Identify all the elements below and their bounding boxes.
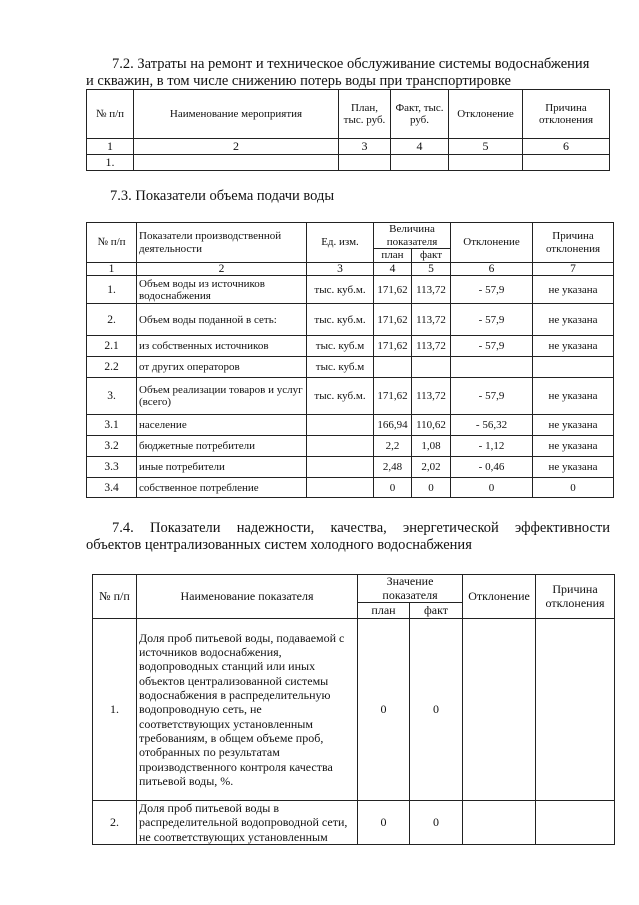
index-cell: 6 <box>523 139 610 155</box>
row-plan-cell: 171,62 <box>374 378 412 415</box>
table-header-row <box>87 223 614 249</box>
index-cell: 2 <box>134 139 339 155</box>
row-fact-cell: 1,08 <box>412 436 451 457</box>
row-unit-cell <box>307 478 374 498</box>
col-header-num: № п/п <box>87 223 137 263</box>
table-row <box>87 457 614 478</box>
row-fact-cell: 113,72 <box>412 276 451 304</box>
row-fact-cell: 110,62 <box>412 415 451 436</box>
row-num-cell: 1. <box>87 276 137 304</box>
index-cell: 7 <box>533 263 614 276</box>
index-cell: 5 <box>412 263 451 276</box>
row-name-cell: Объем воды поданной в сеть: <box>137 304 307 336</box>
row-num-cell: 3.4 <box>87 478 137 498</box>
row-reason-cell: не указана <box>533 436 614 457</box>
row-fact-cell: 2,02 <box>412 457 451 478</box>
row-reason-cell <box>536 619 615 801</box>
section-7-2-title <box>86 56 606 90</box>
section-7-2-title-line1: 7.2. Затраты на ремонт и техническое обслуживание системы водоснабжения <box>112 56 590 72</box>
row-name-cell: иные потребители <box>137 457 307 478</box>
col-header-deviation: Отклонение <box>463 575 536 619</box>
row-unit-cell: тыс. куб.м <box>307 336 374 357</box>
index-cell: 3 <box>339 139 391 155</box>
row-fact-cell: 0 <box>410 801 463 845</box>
water-supply-volume-table <box>86 222 614 498</box>
section-7-4-title-line1: 7.4. Показатели надежности, качества, энергетической эффективности <box>112 520 610 536</box>
table-row <box>87 436 614 457</box>
index-cell: 4 <box>374 263 412 276</box>
row-deviation-cell <box>451 357 533 378</box>
index-cell: 2 <box>137 263 307 276</box>
col-header-unit: Ед. изм. <box>307 223 374 263</box>
row-unit-cell: тыс. куб.м. <box>307 304 374 336</box>
row-fact-cell: 113,72 <box>412 378 451 415</box>
index-cell: 1 <box>87 263 137 276</box>
table-row <box>87 155 610 171</box>
table-row <box>93 619 615 801</box>
col-header-plan: план <box>358 603 410 619</box>
col-header-fact: факт <box>412 249 451 263</box>
row-reason-cell: 0 <box>533 478 614 498</box>
row-num-cell: 2.2 <box>87 357 137 378</box>
row-reason-cell: не указана <box>533 415 614 436</box>
index-cell: 1 <box>87 139 134 155</box>
row-unit-cell <box>307 436 374 457</box>
row-plan-cell <box>374 357 412 378</box>
section-7-3-title: 7.3. Показатели объема подачи воды <box>110 188 335 204</box>
row-plan-cell <box>339 155 391 171</box>
col-header-fact: Факт, тыс. руб. <box>391 90 449 139</box>
col-header-fact: факт <box>410 603 463 619</box>
row-plan-cell: 0 <box>358 619 410 801</box>
row-fact-cell: 113,72 <box>412 336 451 357</box>
row-reason-cell: не указана <box>533 378 614 415</box>
table-row <box>87 336 614 357</box>
row-reason-cell <box>533 357 614 378</box>
table-row <box>87 304 614 336</box>
row-fact-cell: 0 <box>410 619 463 801</box>
row-plan-cell: 0 <box>358 801 410 845</box>
row-deviation-cell <box>463 801 536 845</box>
column-index-row <box>87 139 610 155</box>
row-plan-cell: 0 <box>374 478 412 498</box>
col-header-deviation: Отклонение <box>449 90 523 139</box>
row-name-cell: Объем воды из источников водоснабжения <box>137 276 307 304</box>
row-fact-cell: 0 <box>412 478 451 498</box>
table-row <box>87 415 614 436</box>
row-unit-cell: тыс. куб.м. <box>307 276 374 304</box>
row-fact-cell <box>412 357 451 378</box>
row-deviation-cell: - 57,9 <box>451 378 533 415</box>
index-cell: 4 <box>391 139 449 155</box>
col-header-plan: План, тыс. руб. <box>339 90 391 139</box>
row-deviation-cell <box>449 155 523 171</box>
row-name-cell: из собственных источников <box>137 336 307 357</box>
col-header-num: № п/п <box>87 90 134 139</box>
row-plan-cell: 171,62 <box>374 336 412 357</box>
row-reason-cell: не указана <box>533 304 614 336</box>
row-reason-cell: не указана <box>533 336 614 357</box>
col-header-value: Величина показателя <box>374 223 451 249</box>
col-header-reason: Причина отклонения <box>536 575 615 619</box>
reliability-quality-table <box>92 574 615 845</box>
row-num-cell: 3.3 <box>87 457 137 478</box>
row-reason-cell <box>523 155 610 171</box>
index-cell: 3 <box>307 263 374 276</box>
row-plan-cell: 2,48 <box>374 457 412 478</box>
row-deviation-cell: - 57,9 <box>451 304 533 336</box>
row-name-cell: Объем реализации товаров и услуг (всего) <box>137 378 307 415</box>
row-name-cell <box>134 155 339 171</box>
row-num-cell: 3.2 <box>87 436 137 457</box>
col-header-indicator: Показатели производственной деятельности <box>137 223 307 263</box>
row-num-cell: 1. <box>87 155 134 171</box>
row-deviation-cell <box>463 619 536 801</box>
row-unit-cell: тыс. куб.м. <box>307 378 374 415</box>
index-cell: 5 <box>449 139 523 155</box>
row-reason-cell: не указана <box>533 457 614 478</box>
row-name-cell: население <box>137 415 307 436</box>
column-index-row <box>87 263 614 276</box>
row-reason-cell <box>536 801 615 845</box>
col-header-name: Наименование мероприятия <box>134 90 339 139</box>
section-7-2-title-line2: и скважин, в том числе снижению потерь воды при транспортировке <box>86 73 511 89</box>
row-fact-cell: 113,72 <box>412 304 451 336</box>
col-header-value: Значение показателя <box>358 575 463 603</box>
table-row <box>87 276 614 304</box>
row-name-cell: Доля проб питьевой воды в распределительной водопроводной сети, не соответствующих установленным <box>137 801 358 845</box>
section-7-4-title-line2: объектов централизованных систем холодного водоснабжения <box>86 537 472 553</box>
row-plan-cell: 2,2 <box>374 436 412 457</box>
row-num-cell: 3.1 <box>87 415 137 436</box>
row-num-cell: 2. <box>87 304 137 336</box>
col-header-deviation: Отклонение <box>451 223 533 263</box>
table-row <box>93 801 615 845</box>
repair-costs-table <box>86 89 610 171</box>
row-num-cell: 3. <box>87 378 137 415</box>
row-num-cell: 2.1 <box>87 336 137 357</box>
table-row <box>87 478 614 498</box>
section-7-4-title <box>86 520 610 554</box>
table-row <box>87 357 614 378</box>
col-header-reason: Причина отклонения <box>523 90 610 139</box>
row-unit-cell <box>307 457 374 478</box>
row-unit-cell: тыс. куб.м <box>307 357 374 378</box>
col-header-reason: Причина отклонения <box>533 223 614 263</box>
row-fact-cell <box>391 155 449 171</box>
table-header-row <box>93 575 615 603</box>
row-deviation-cell: - 57,9 <box>451 276 533 304</box>
row-unit-cell <box>307 415 374 436</box>
row-deviation-cell: - 56,32 <box>451 415 533 436</box>
row-plan-cell: 171,62 <box>374 304 412 336</box>
row-plan-cell: 171,62 <box>374 276 412 304</box>
table-header-row <box>87 90 610 139</box>
row-deviation-cell: - 1,12 <box>451 436 533 457</box>
table-row <box>87 378 614 415</box>
row-num-cell: 1. <box>93 619 137 801</box>
row-name-cell: бюджетные потребители <box>137 436 307 457</box>
row-name-cell: собственное потребление <box>137 478 307 498</box>
col-header-plan: план <box>374 249 412 263</box>
row-deviation-cell: 0 <box>451 478 533 498</box>
row-plan-cell: 166,94 <box>374 415 412 436</box>
row-num-cell: 2. <box>93 801 137 845</box>
col-header-num: № п/п <box>93 575 137 619</box>
row-deviation-cell: - 0,46 <box>451 457 533 478</box>
col-header-name: Наименование показателя <box>137 575 358 619</box>
row-reason-cell: не указана <box>533 276 614 304</box>
row-deviation-cell: - 57,9 <box>451 336 533 357</box>
row-name-cell: Доля проб питьевой воды, подаваемой с источников водоснабжения, водопроводных станций или иных объектов централизованной системы водоснабжения в распределительную водопроводную сеть, не соответствующих установленным требованиям, в общем объеме проб, отобранных по результатам производственного контроля качества питьевой воды, %. <box>137 619 358 801</box>
row-name-cell: от других операторов <box>137 357 307 378</box>
index-cell: 6 <box>451 263 533 276</box>
